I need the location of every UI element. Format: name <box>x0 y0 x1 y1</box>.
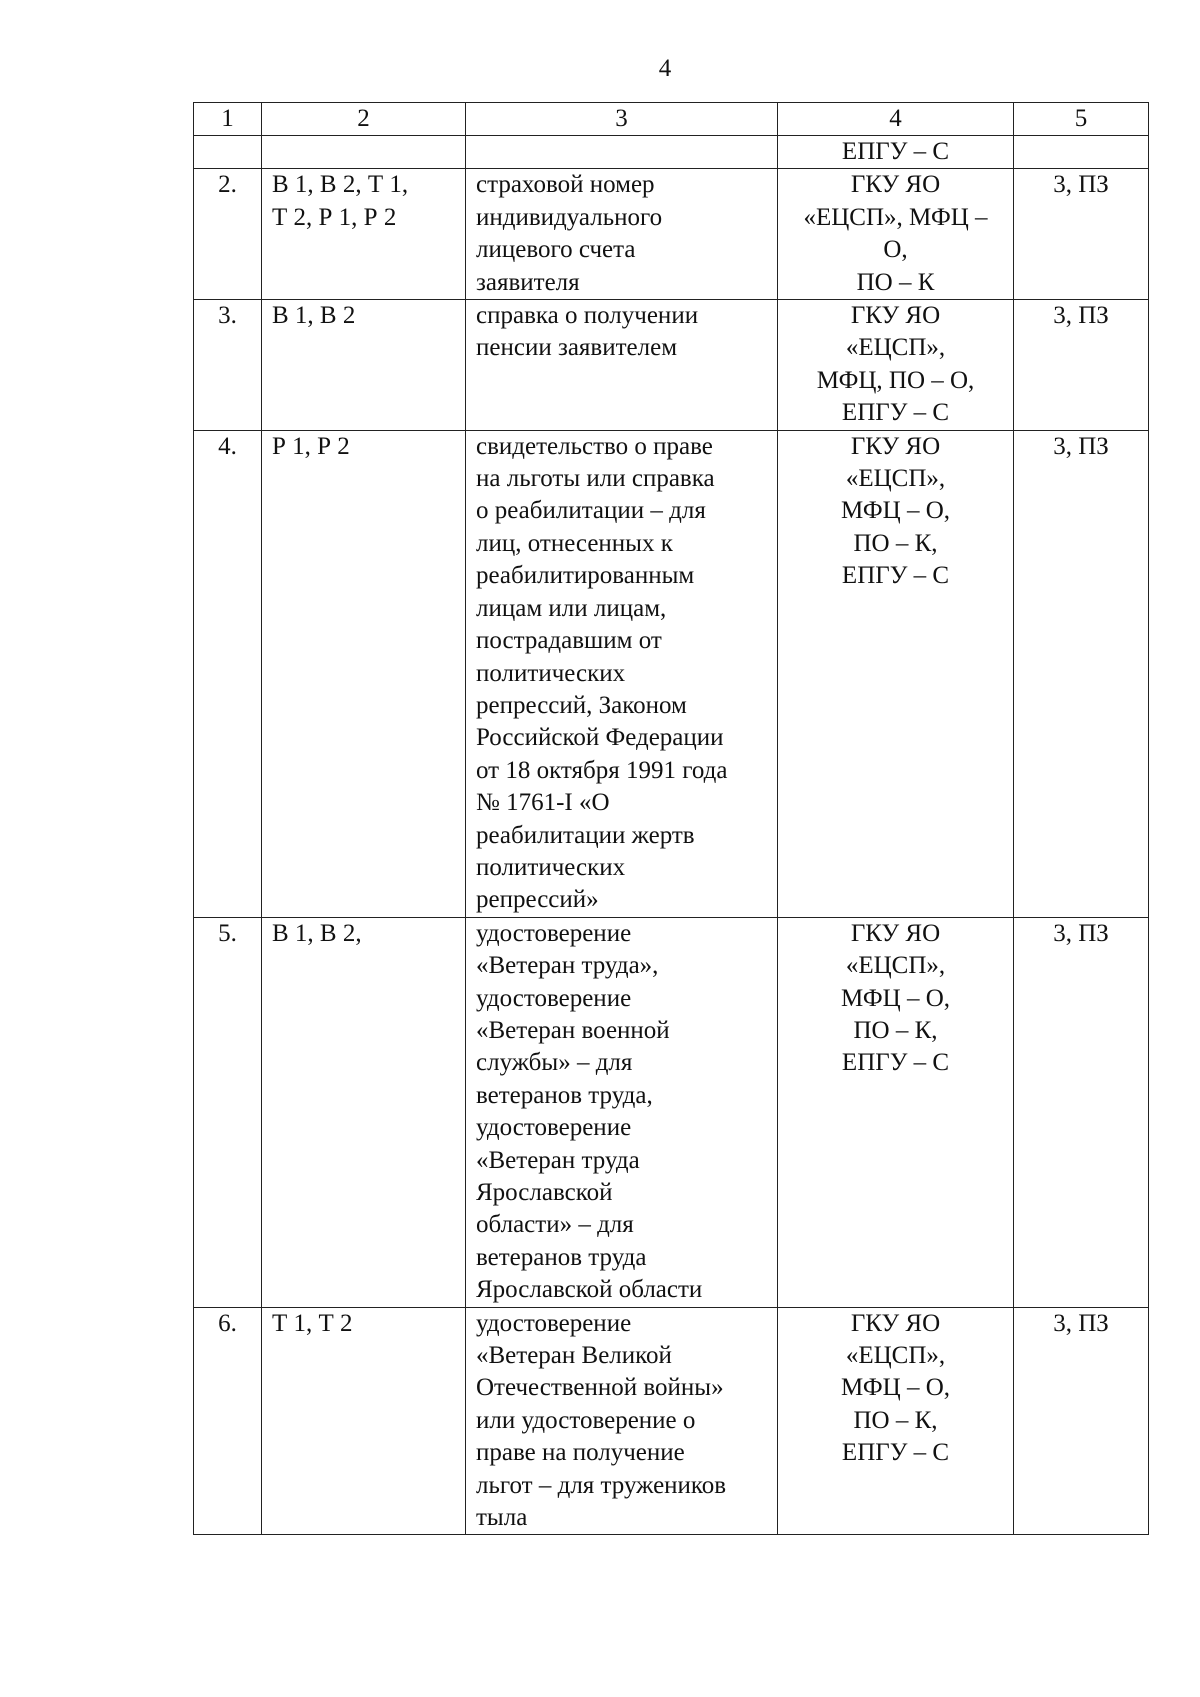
cell-line: ГКУ ЯО <box>850 302 941 330</box>
cell-line: 2. <box>218 171 237 199</box>
documents-table <box>193 102 1149 1535</box>
document-name-cell <box>466 136 778 169</box>
cell-line: «Ветеран Великой <box>476 1342 672 1370</box>
table-body <box>194 136 1149 1535</box>
header-cell: 4 <box>778 103 1014 136</box>
applicant-groups-cell <box>262 917 466 1307</box>
note-cell <box>1014 917 1149 1307</box>
row-number-cell <box>194 430 262 917</box>
cell-line: лицам или лицам, <box>476 594 667 622</box>
header-cell: 5 <box>1014 103 1149 136</box>
submission-place-cell <box>778 1307 1014 1535</box>
document-name-cell <box>466 917 778 1307</box>
cell-line: Отечественной войны» <box>476 1374 724 1402</box>
cell-line: О, <box>883 236 908 264</box>
cell-line: 3, ПЗ <box>1053 432 1109 460</box>
table-row <box>194 917 1149 1307</box>
cell-line: Р 1, Р 2 <box>272 432 350 460</box>
cell-line: политических <box>476 853 626 881</box>
cell-line: «Ветеран труда <box>476 1146 640 1174</box>
cell-line: 6. <box>218 1309 237 1337</box>
cell-line: «Ветеран военной <box>476 1016 670 1044</box>
cell-line: ветеранов труда, <box>476 1081 653 1109</box>
submission-place-cell <box>778 169 1014 300</box>
row-number-cell <box>194 300 262 431</box>
cell-line: ГКУ ЯО <box>850 432 941 460</box>
page-number: 4 <box>658 55 672 82</box>
cell-line: тыла <box>476 1504 528 1532</box>
cell-line: В 1, В 2, <box>272 919 362 947</box>
document-name-cell <box>466 1307 778 1535</box>
cell-line: ЕПГУ – С <box>841 562 950 590</box>
cell-line: ЕПГУ – С <box>841 399 950 427</box>
cell-line: № 1761-I «О <box>476 789 610 817</box>
applicant-groups-cell <box>262 136 466 169</box>
cell-line: МФЦ – О, <box>840 497 950 525</box>
cell-line: ЕПГУ – С <box>841 1049 950 1077</box>
cell-line: или удостоверение о <box>476 1406 696 1434</box>
cell-line: «ЕЦСП», <box>845 334 946 362</box>
cell-line: удостоверение <box>476 1309 632 1337</box>
submission-place-cell <box>778 136 1014 169</box>
cell-line: 3, ПЗ <box>1053 171 1109 199</box>
note-cell <box>1014 169 1149 300</box>
submission-place-cell <box>778 300 1014 431</box>
cell-line: ПО – К, <box>853 1406 938 1434</box>
cell-line: пострадавшим от <box>476 627 662 655</box>
cell-line: «Ветеран труда», <box>476 952 659 980</box>
applicant-groups-cell <box>262 300 466 431</box>
cell-line: В 1, В 2, Т 1, <box>272 171 409 199</box>
cell-line: 3, ПЗ <box>1053 302 1109 330</box>
cell-line: Ярославской области <box>476 1276 703 1304</box>
cell-line: Т 2, Р 1, Р 2 <box>272 203 397 231</box>
cell-line: Ярославской <box>476 1179 613 1206</box>
cell-line: от 18 октября 1991 года <box>476 756 728 784</box>
table-row <box>194 430 1149 917</box>
cell-line: МФЦ, ПО – О, <box>816 366 975 394</box>
document-name-cell <box>466 300 778 431</box>
applicant-groups-cell <box>262 1307 466 1535</box>
cell-line: пенсии заявителем <box>476 334 678 362</box>
cell-line: свидетельство о праве <box>476 432 713 460</box>
cell-line: индивидуального <box>476 203 663 231</box>
cell-line: политических <box>476 659 626 687</box>
cell-line: 3, ПЗ <box>1053 919 1109 947</box>
document-name-cell <box>466 430 778 917</box>
cell-line: 3. <box>218 302 237 330</box>
applicant-groups-cell <box>262 430 466 917</box>
cell-line: ЕПГУ – С <box>841 1439 950 1467</box>
cell-line: репрессий, Законом <box>476 691 687 719</box>
cell-line: ПО – К <box>856 268 935 296</box>
cell-line: «ЕЦСП», <box>845 465 946 493</box>
cell-line: о реабилитации – для <box>476 497 706 525</box>
cell-line: ГКУ ЯО <box>850 1309 941 1337</box>
cell-line: службы» – для <box>476 1049 633 1077</box>
cell-line: реабилитированным <box>476 562 695 590</box>
cell-line: ветеранов труда <box>476 1243 647 1271</box>
cell-line: 3, ПЗ <box>1053 1309 1109 1337</box>
cell-line: лиц, отнесенных к <box>476 529 673 557</box>
cell-line: репрессий» <box>476 886 599 914</box>
header-cell: 2 <box>262 103 466 136</box>
cell-line: страховой номер <box>476 171 655 199</box>
cell-line: В 1, В 2 <box>272 302 356 330</box>
cell-line: 4. <box>218 432 237 460</box>
cell-line: Российской Федерации <box>476 724 724 752</box>
row-number-cell <box>194 1307 262 1535</box>
cell-line: реабилитации жертв <box>476 821 695 849</box>
cell-line: удостоверение <box>476 984 632 1012</box>
header-cell: 3 <box>466 103 778 136</box>
cell-line: МФЦ – О, <box>840 1374 950 1402</box>
table-row <box>194 300 1149 431</box>
row-number-cell <box>194 169 262 300</box>
cell-line: МФЦ – О, <box>840 984 950 1012</box>
cell-line: на льготы или справка <box>476 465 715 493</box>
cell-line: «ЕЦСП», <box>845 1342 946 1370</box>
cell-line: ЕПГУ – С <box>841 138 950 165</box>
cell-line: справка о получении <box>476 302 699 330</box>
note-cell <box>1014 136 1149 169</box>
header-cell: 1 <box>194 103 262 136</box>
cell-line: удостоверение <box>476 919 632 947</box>
cell-line: ГКУ ЯО <box>850 919 941 947</box>
document-name-cell <box>466 169 778 300</box>
cell-line: 5. <box>218 919 237 947</box>
table-row <box>194 1307 1149 1535</box>
cell-line: лицевого счета <box>476 236 636 264</box>
cell-line: ГКУ ЯО <box>850 171 941 199</box>
table-row <box>194 169 1149 300</box>
note-cell <box>1014 430 1149 917</box>
header-row <box>194 103 1149 136</box>
cell-line: праве на получение <box>476 1439 685 1467</box>
cell-line: области» – для <box>476 1211 634 1239</box>
submission-place-cell <box>778 917 1014 1307</box>
applicant-groups-cell <box>262 169 466 300</box>
cell-line: ПО – К, <box>853 1016 938 1044</box>
cell-line: «ЕЦСП», <box>845 952 946 980</box>
note-cell <box>1014 1307 1149 1535</box>
cell-line: удостоверение <box>476 1114 632 1142</box>
cell-line: заявителя <box>476 268 580 296</box>
cell-line: «ЕЦСП», МФЦ – <box>803 203 988 231</box>
cell-line: льгот – для тружеников <box>476 1471 727 1499</box>
table-row <box>194 136 1149 169</box>
note-cell <box>1014 300 1149 431</box>
row-number-cell <box>194 917 262 1307</box>
submission-place-cell <box>778 430 1014 917</box>
cell-line: ПО – К, <box>853 529 938 557</box>
row-number-cell <box>194 136 262 169</box>
cell-line: Т 1, Т 2 <box>272 1309 353 1337</box>
